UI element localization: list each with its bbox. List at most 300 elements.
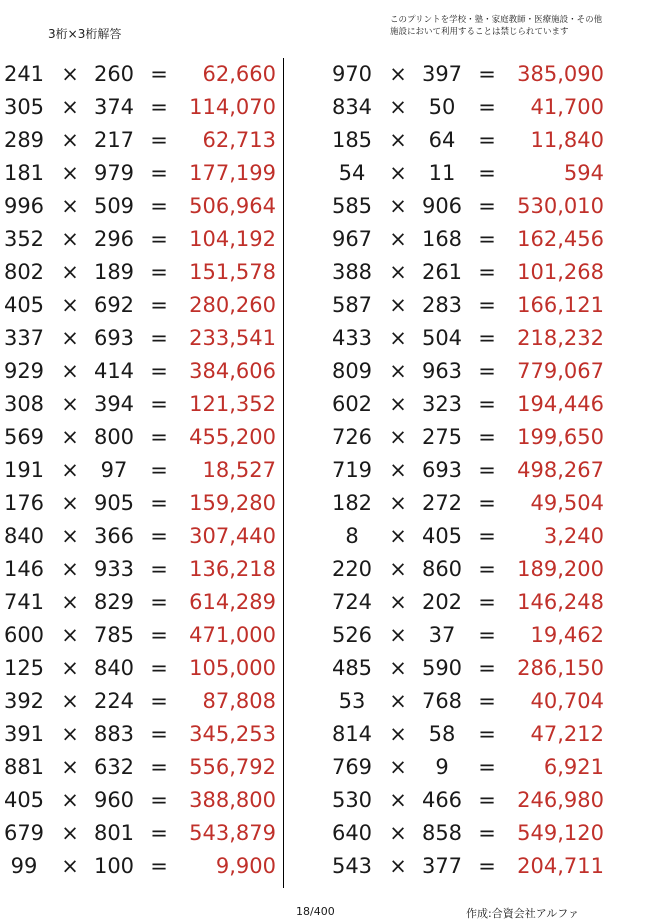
- equals-sign: =: [478, 425, 496, 449]
- times-sign: ×: [61, 392, 79, 416]
- answer: 384,606: [189, 359, 276, 383]
- answer: 345,253: [189, 722, 276, 746]
- problem-row: [328, 850, 618, 883]
- multiplicand: 8: [345, 524, 359, 548]
- times-sign: ×: [61, 425, 79, 449]
- times-sign: ×: [389, 95, 407, 119]
- problem-row: [0, 388, 290, 421]
- answer: 40,704: [530, 689, 604, 713]
- multiplicand: 602: [331, 392, 373, 416]
- equals-sign: =: [150, 260, 168, 284]
- multiplier: 261: [421, 260, 463, 284]
- problem-row: [0, 454, 290, 487]
- equals-sign: =: [478, 458, 496, 482]
- equals-sign: =: [150, 491, 168, 515]
- equals-sign: =: [150, 95, 168, 119]
- multiplier: 858: [421, 821, 463, 845]
- multiplier: 58: [428, 722, 456, 746]
- multiplier: 906: [421, 194, 463, 218]
- times-sign: ×: [389, 722, 407, 746]
- multiplier: 860: [421, 557, 463, 581]
- answer: 62,660: [202, 62, 276, 86]
- equals-sign: =: [478, 722, 496, 746]
- answer: 246,980: [517, 788, 604, 812]
- answer: 177,199: [189, 161, 276, 185]
- equals-sign: =: [150, 689, 168, 713]
- problem-row: [0, 751, 290, 784]
- multiplicand: 485: [331, 656, 373, 680]
- times-sign: ×: [61, 623, 79, 647]
- equals-sign: =: [478, 788, 496, 812]
- multiplier: 692: [93, 293, 135, 317]
- problem-row: [328, 355, 618, 388]
- times-sign: ×: [389, 656, 407, 680]
- multiplicand: 967: [331, 227, 373, 251]
- answer: 11,840: [530, 128, 604, 152]
- answer: 530,010: [517, 194, 604, 218]
- multiplier: 979: [93, 161, 135, 185]
- equals-sign: =: [150, 656, 168, 680]
- multiplier: 272: [421, 491, 463, 515]
- multiplier: 405: [421, 524, 463, 548]
- maker-credit: 作成:合資会社アルファ: [466, 907, 580, 920]
- multiplicand: 220: [331, 557, 373, 581]
- column-divider: [283, 58, 284, 888]
- times-sign: ×: [389, 62, 407, 86]
- multiplicand: 191: [3, 458, 45, 482]
- multiplier: 100: [93, 854, 135, 878]
- times-sign: ×: [389, 623, 407, 647]
- problem-row: [0, 289, 290, 322]
- problem-row: [328, 190, 618, 223]
- equals-sign: =: [150, 458, 168, 482]
- worksheet-title: 3桁×3桁解答: [48, 27, 122, 41]
- times-sign: ×: [61, 590, 79, 614]
- equals-sign: =: [150, 62, 168, 86]
- answer: 3,240: [543, 524, 604, 548]
- times-sign: ×: [389, 392, 407, 416]
- problem-row: [328, 58, 618, 91]
- multiplicand: 392: [3, 689, 45, 713]
- multiplicand: 405: [3, 293, 45, 317]
- multiplicand: 719: [331, 458, 373, 482]
- answer: 199,650: [517, 425, 604, 449]
- multiplier: 693: [93, 326, 135, 350]
- equals-sign: =: [150, 590, 168, 614]
- equals-sign: =: [478, 260, 496, 284]
- multiplicand: 769: [331, 755, 373, 779]
- answer: 543,879: [189, 821, 276, 845]
- times-sign: ×: [61, 821, 79, 845]
- usage-notice-line-2: 施設において利用することは禁じられています: [390, 27, 569, 37]
- multiplier: 323: [421, 392, 463, 416]
- equals-sign: =: [478, 161, 496, 185]
- multiplier: 414: [93, 359, 135, 383]
- multiplicand: 814: [331, 722, 373, 746]
- multiplicand: 405: [3, 788, 45, 812]
- equals-sign: =: [478, 62, 496, 86]
- multiplier: 11: [428, 161, 456, 185]
- answer: 614,289: [189, 590, 276, 614]
- answer: 47,212: [530, 722, 604, 746]
- problem-row: [0, 91, 290, 124]
- answer: 506,964: [189, 194, 276, 218]
- equals-sign: =: [478, 227, 496, 251]
- multiplier: 883: [93, 722, 135, 746]
- multiplicand: 125: [3, 656, 45, 680]
- problem-row: [328, 586, 618, 619]
- problem-row: [0, 784, 290, 817]
- multiplier: 394: [93, 392, 135, 416]
- times-sign: ×: [389, 161, 407, 185]
- multiplicand: 741: [3, 590, 45, 614]
- equals-sign: =: [478, 656, 496, 680]
- page-number: 18/400: [296, 905, 335, 918]
- multiplicand: 305: [3, 95, 45, 119]
- times-sign: ×: [389, 689, 407, 713]
- answer: 280,260: [189, 293, 276, 317]
- answer: 62,713: [202, 128, 276, 152]
- answer: 286,150: [517, 656, 604, 680]
- multiplier: 296: [93, 227, 135, 251]
- problem-row: [0, 157, 290, 190]
- answer: 233,541: [189, 326, 276, 350]
- equals-sign: =: [150, 326, 168, 350]
- times-sign: ×: [61, 194, 79, 218]
- answer: 105,000: [189, 656, 276, 680]
- problem-row: [328, 652, 618, 685]
- answer: 307,440: [189, 524, 276, 548]
- multiplicand: 724: [331, 590, 373, 614]
- problem-row: [328, 223, 618, 256]
- multiplicand: 543: [331, 854, 373, 878]
- multiplicand: 241: [3, 62, 45, 86]
- answer: 218,232: [517, 326, 604, 350]
- problem-row: [0, 817, 290, 850]
- times-sign: ×: [389, 524, 407, 548]
- times-sign: ×: [61, 755, 79, 779]
- multiplier: 933: [93, 557, 135, 581]
- problem-row: [328, 256, 618, 289]
- equals-sign: =: [478, 590, 496, 614]
- equals-sign: =: [478, 524, 496, 548]
- multiplier: 275: [421, 425, 463, 449]
- equals-sign: =: [478, 95, 496, 119]
- answer: 151,578: [189, 260, 276, 284]
- problem-row: [328, 454, 618, 487]
- times-sign: ×: [389, 821, 407, 845]
- problem-row: [328, 520, 618, 553]
- equals-sign: =: [150, 293, 168, 317]
- times-sign: ×: [61, 491, 79, 515]
- times-sign: ×: [61, 293, 79, 317]
- multiplicand: 809: [331, 359, 373, 383]
- answer: 388,800: [189, 788, 276, 812]
- problem-row: [0, 619, 290, 652]
- multiplicand: 308: [3, 392, 45, 416]
- answer: 19,462: [530, 623, 604, 647]
- problem-row: [0, 520, 290, 553]
- problem-row: [328, 91, 618, 124]
- answer: 121,352: [189, 392, 276, 416]
- equals-sign: =: [478, 491, 496, 515]
- multiplicand: 585: [331, 194, 373, 218]
- equals-sign: =: [478, 326, 496, 350]
- times-sign: ×: [389, 788, 407, 812]
- equals-sign: =: [478, 392, 496, 416]
- left-problem-column: [0, 58, 290, 883]
- multiplier: 960: [93, 788, 135, 812]
- answer: 6,921: [543, 755, 604, 779]
- problem-row: [0, 355, 290, 388]
- equals-sign: =: [150, 194, 168, 218]
- usage-notice-line-1: このプリントを学校・塾・家庭教師・医療施設・その他: [390, 15, 603, 25]
- multiplicand: 176: [3, 491, 45, 515]
- multiplicand: 352: [3, 227, 45, 251]
- multiplier: 840: [93, 656, 135, 680]
- answer: 471,000: [189, 623, 276, 647]
- equals-sign: =: [478, 128, 496, 152]
- answer: 455,200: [189, 425, 276, 449]
- equals-sign: =: [150, 788, 168, 812]
- multiplicand: 146: [3, 557, 45, 581]
- multiplicand: 181: [3, 161, 45, 185]
- problem-row: [0, 487, 290, 520]
- equals-sign: =: [150, 821, 168, 845]
- multiplier: 64: [428, 128, 456, 152]
- answer: 594: [563, 161, 604, 185]
- answer: 166,121: [517, 293, 604, 317]
- equals-sign: =: [150, 227, 168, 251]
- times-sign: ×: [389, 557, 407, 581]
- problem-row: [0, 850, 290, 883]
- multiplicand: 970: [331, 62, 373, 86]
- problem-row: [328, 619, 618, 652]
- usage-notice: [390, 14, 652, 38]
- problem-row: [0, 223, 290, 256]
- multiplier: 217: [93, 128, 135, 152]
- multiplier: 50: [428, 95, 456, 119]
- equals-sign: =: [150, 755, 168, 779]
- equals-sign: =: [150, 425, 168, 449]
- answer: 159,280: [189, 491, 276, 515]
- problem-row: [0, 718, 290, 751]
- times-sign: ×: [389, 755, 407, 779]
- multiplier: 97: [100, 458, 128, 482]
- equals-sign: =: [150, 392, 168, 416]
- multiplier: 168: [421, 227, 463, 251]
- multiplier: 801: [93, 821, 135, 845]
- equals-sign: =: [150, 161, 168, 185]
- equals-sign: =: [150, 854, 168, 878]
- times-sign: ×: [61, 260, 79, 284]
- answer: 194,446: [517, 392, 604, 416]
- answer: 204,711: [517, 854, 604, 878]
- times-sign: ×: [61, 161, 79, 185]
- times-sign: ×: [61, 95, 79, 119]
- multiplicand: 388: [331, 260, 373, 284]
- multiplier: 397: [421, 62, 463, 86]
- equals-sign: =: [478, 821, 496, 845]
- answer: 556,792: [189, 755, 276, 779]
- answer: 779,067: [517, 359, 604, 383]
- multiplier: 963: [421, 359, 463, 383]
- problem-row: [328, 157, 618, 190]
- problem-row: [328, 718, 618, 751]
- answer: 49,504: [530, 491, 604, 515]
- answer: 162,456: [517, 227, 604, 251]
- answer: 87,808: [202, 689, 276, 713]
- times-sign: ×: [61, 62, 79, 86]
- answer: 18,527: [202, 458, 276, 482]
- answer: 385,090: [517, 62, 604, 86]
- problem-row: [328, 322, 618, 355]
- multiplier: 283: [421, 293, 463, 317]
- problem-row: [0, 190, 290, 223]
- right-problem-column: [328, 58, 618, 883]
- answer: 498,267: [517, 458, 604, 482]
- multiplier: 366: [93, 524, 135, 548]
- times-sign: ×: [389, 359, 407, 383]
- problem-row: [328, 289, 618, 322]
- multiplicand: 640: [331, 821, 373, 845]
- problem-row: [0, 652, 290, 685]
- multiplicand: 530: [331, 788, 373, 812]
- multiplier: 9: [435, 755, 449, 779]
- problem-row: [328, 784, 618, 817]
- times-sign: ×: [389, 590, 407, 614]
- multiplier: 224: [93, 689, 135, 713]
- multiplicand: 53: [338, 689, 366, 713]
- multiplicand: 929: [3, 359, 45, 383]
- equals-sign: =: [478, 359, 496, 383]
- multiplier: 905: [93, 491, 135, 515]
- multiplicand: 54: [338, 161, 366, 185]
- multiplicand: 881: [3, 755, 45, 779]
- times-sign: ×: [61, 359, 79, 383]
- multiplicand: 99: [10, 854, 38, 878]
- answer: 146,248: [517, 590, 604, 614]
- problem-row: [0, 322, 290, 355]
- problem-row: [0, 586, 290, 619]
- multiplier: 202: [421, 590, 463, 614]
- times-sign: ×: [61, 326, 79, 350]
- multiplicand: 182: [331, 491, 373, 515]
- multiplicand: 679: [3, 821, 45, 845]
- equals-sign: =: [150, 557, 168, 581]
- equals-sign: =: [150, 722, 168, 746]
- multiplier: 260: [93, 62, 135, 86]
- problem-row: [0, 256, 290, 289]
- multiplicand: 587: [331, 293, 373, 317]
- problem-row: [0, 124, 290, 157]
- answer: 549,120: [517, 821, 604, 845]
- multiplicand: 600: [3, 623, 45, 647]
- answer: 189,200: [517, 557, 604, 581]
- times-sign: ×: [61, 689, 79, 713]
- problem-row: [328, 553, 618, 586]
- multiplicand: 337: [3, 326, 45, 350]
- answer: 41,700: [530, 95, 604, 119]
- times-sign: ×: [61, 722, 79, 746]
- times-sign: ×: [61, 854, 79, 878]
- equals-sign: =: [478, 755, 496, 779]
- multiplier: 590: [421, 656, 463, 680]
- equals-sign: =: [478, 557, 496, 581]
- multiplier: 374: [93, 95, 135, 119]
- multiplier: 768: [421, 689, 463, 713]
- multiplicand: 526: [331, 623, 373, 647]
- problem-row: [0, 421, 290, 454]
- times-sign: ×: [389, 128, 407, 152]
- multiplicand: 569: [3, 425, 45, 449]
- times-sign: ×: [61, 656, 79, 680]
- times-sign: ×: [389, 194, 407, 218]
- multiplicand: 391: [3, 722, 45, 746]
- problem-row: [0, 553, 290, 586]
- multiplicand: 726: [331, 425, 373, 449]
- equals-sign: =: [150, 128, 168, 152]
- multiplicand: 840: [3, 524, 45, 548]
- times-sign: ×: [61, 128, 79, 152]
- equals-sign: =: [478, 293, 496, 317]
- equals-sign: =: [150, 359, 168, 383]
- multiplier: 829: [93, 590, 135, 614]
- times-sign: ×: [61, 227, 79, 251]
- problem-row: [328, 421, 618, 454]
- times-sign: ×: [61, 458, 79, 482]
- times-sign: ×: [389, 293, 407, 317]
- times-sign: ×: [389, 425, 407, 449]
- times-sign: ×: [389, 491, 407, 515]
- multiplicand: 996: [3, 194, 45, 218]
- times-sign: ×: [61, 557, 79, 581]
- times-sign: ×: [389, 854, 407, 878]
- multiplier: 377: [421, 854, 463, 878]
- answer: 101,268: [517, 260, 604, 284]
- answer: 114,070: [189, 95, 276, 119]
- equals-sign: =: [478, 689, 496, 713]
- times-sign: ×: [389, 227, 407, 251]
- multiplier: 509: [93, 194, 135, 218]
- multiplier: 785: [93, 623, 135, 647]
- times-sign: ×: [389, 260, 407, 284]
- times-sign: ×: [389, 458, 407, 482]
- multiplicand: 433: [331, 326, 373, 350]
- multiplier: 800: [93, 425, 135, 449]
- problem-row: [0, 58, 290, 91]
- problem-row: [328, 124, 618, 157]
- answer: 104,192: [189, 227, 276, 251]
- multiplier: 632: [93, 755, 135, 779]
- problem-row: [0, 685, 290, 718]
- multiplier: 37: [428, 623, 456, 647]
- multiplicand: 289: [3, 128, 45, 152]
- equals-sign: =: [150, 524, 168, 548]
- equals-sign: =: [478, 623, 496, 647]
- problem-row: [328, 751, 618, 784]
- multiplicand: 802: [3, 260, 45, 284]
- times-sign: ×: [61, 788, 79, 812]
- answer: 136,218: [189, 557, 276, 581]
- answer: 9,900: [215, 854, 276, 878]
- equals-sign: =: [478, 854, 496, 878]
- multiplier: 504: [421, 326, 463, 350]
- multiplier: 693: [421, 458, 463, 482]
- equals-sign: =: [150, 623, 168, 647]
- problem-row: [328, 388, 618, 421]
- problem-row: [328, 487, 618, 520]
